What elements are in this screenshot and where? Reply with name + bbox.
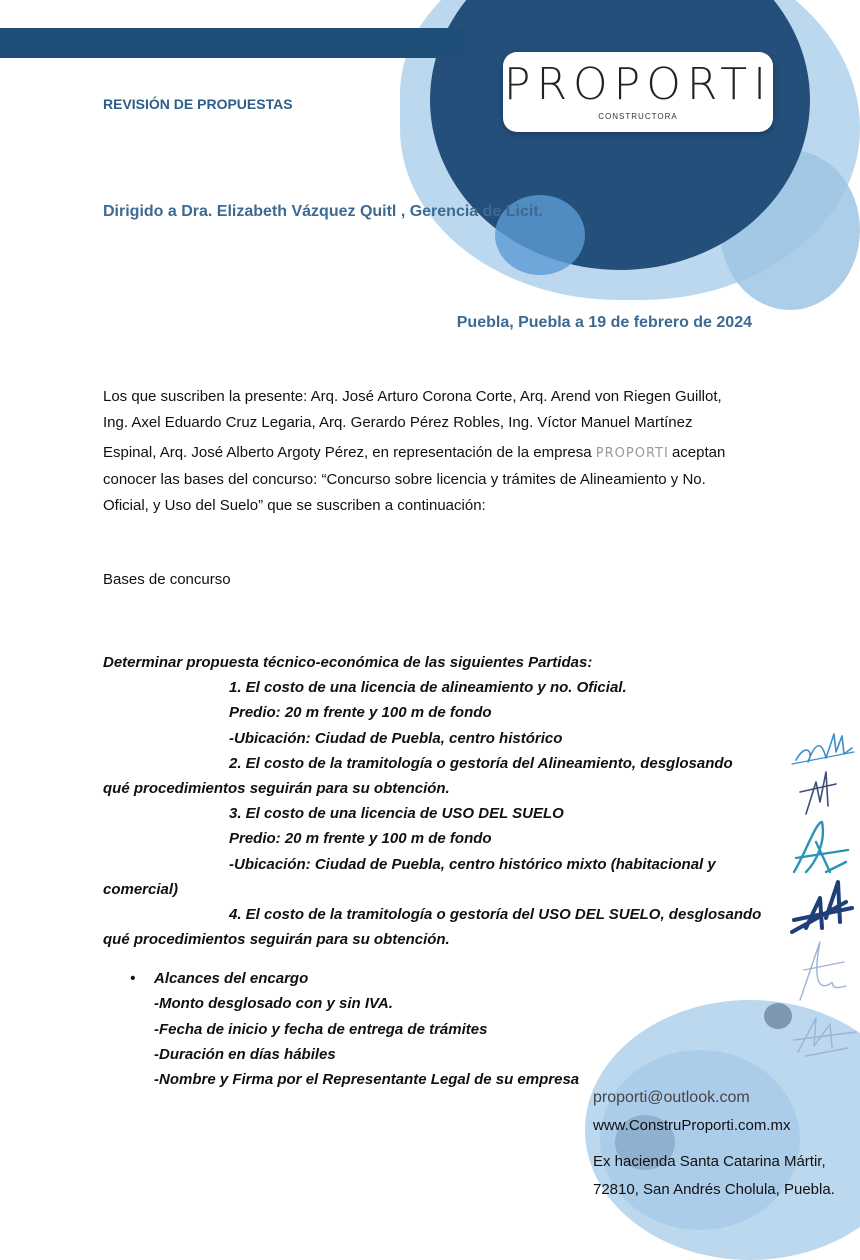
partida-detail: qué procedimientos seguirán para su obtención. — [103, 780, 450, 798]
contact-address: 72810, San Andrés Cholula, Puebla. — [593, 1181, 835, 1198]
bullet: • — [130, 970, 136, 987]
inline-logo: PROPORTI — [595, 446, 669, 461]
partida-item: 4. El costo de la tramitología o gestoría del USO DEL SUELO, desglosando — [229, 906, 762, 924]
partida-detail: -Ubicación: Ciudad de Puebla, centro histórico mixto (habitacional y — [229, 855, 716, 873]
partida-detail: Predio: 20 m frente y 100 m de fondo — [229, 830, 492, 848]
partidas-title: Determinar propuesta técnico-económica de las siguientes Partidas: — [103, 654, 593, 671]
intro-line — [103, 440, 753, 467]
intro-line: Ing. Axel Eduardo Cruz Legaria, Arq. Gerardo Pérez Robles, Ing. Víctor Manuel Martínez — [103, 414, 693, 431]
partidas-section — [103, 650, 763, 952]
bases-title: Bases de concurso — [103, 571, 231, 588]
contact-email: proporti@outlook.com — [593, 1089, 750, 1106]
intro-text: Espinal, Arq. José Alberto Argoty Pérez, en representación de la empresa — [103, 444, 592, 461]
partida-item: 2. El costo de la tramitología o gestoría del Alineamiento, desglosando — [229, 754, 733, 772]
partida-item: 1. El costo de una licencia de alineamiento y no. Oficial. — [229, 679, 627, 697]
logo-wordmark: PROPORTI — [503, 59, 773, 110]
signatures-graphic — [786, 722, 858, 1062]
contact-website: www.ConstruProporti.com.mx — [593, 1117, 791, 1134]
addressee-line: Dirigido a Dra. Elizabeth Vázquez Quitl , Gerencia de Licit. — [103, 203, 544, 220]
header-bar — [0, 28, 470, 58]
company-logo — [503, 52, 773, 132]
partida-detail: qué procedimientos seguirán para su obtención. — [103, 931, 450, 949]
alcances-section — [130, 966, 579, 1092]
partida-detail: -Ubicación: Ciudad de Puebla, centro histórico — [229, 729, 563, 747]
intro-line: Oficial, y Uso del Suelo” que se suscriben a continuación: — [103, 497, 486, 514]
intro-line: Los que suscriben la presente: Arq. José Arturo Corona Corte, Arq. Arend von Riegen Guillot, — [103, 388, 722, 405]
alcances-title: Alcances del encargo — [154, 970, 309, 987]
logo-subtitle: CONSTRUCTORA — [598, 112, 678, 121]
contact-block — [593, 1084, 835, 1204]
alcances-item: -Duración en días hábiles — [154, 1045, 336, 1063]
date-line: Puebla, Puebla a 19 de febrero de 2024 — [456, 314, 752, 331]
partida-detail: Predio: 20 m frente y 100 m de fondo — [229, 704, 492, 722]
intro-line: conocer las bases del concurso: “Concurso sobre licencia y trámites de Alineamiento y No. — [103, 471, 706, 488]
alcances-item: -Fecha de inicio y fecha de entrega de trámites — [154, 1020, 488, 1038]
document-heading: REVISIÓN DE PROPUESTAS — [103, 96, 293, 112]
alcances-item: -Monto desglosado con y sin IVA. — [154, 995, 393, 1013]
contact-address: Ex hacienda Santa Catarina Mártir, — [593, 1153, 826, 1170]
signatures-column — [786, 722, 858, 1062]
intro-text: aceptan — [671, 444, 726, 461]
partida-item: 3. El costo de una licencia de USO DEL SUELO — [229, 805, 564, 823]
alcances-item: -Nombre y Firma por el Representante Legal de su empresa — [154, 1071, 580, 1089]
intro-paragraph — [103, 384, 753, 519]
partida-detail: comercial) — [103, 880, 179, 898]
